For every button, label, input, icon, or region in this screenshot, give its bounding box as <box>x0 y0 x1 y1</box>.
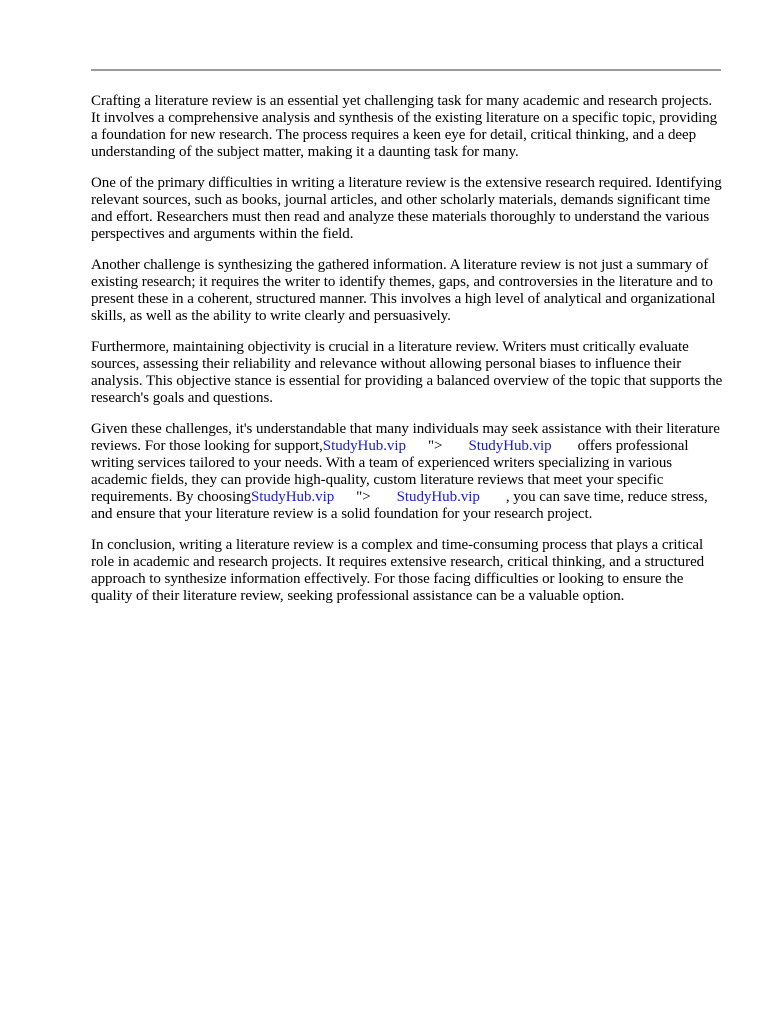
link-separator-1: "> <box>427 438 443 454</box>
paragraph-assistance <box>91 421 723 523</box>
paragraph-objectivity: Furthermore, maintaining objectivity is crucial in a literature review. Writers must critically evaluate sources, assessing their reliability and relevance without allowing personal biases to influence their analysis. This objective stance is essential for providing a balanced overview of the topic that supports the research's goals and questions. <box>91 339 723 406</box>
paragraph-synthesis: Another challenge is synthesizing the gathered information. A literature review is not just a summary of existing research; it requires the writer to identify themes, gaps, and controversies in the literature and to present these in a coherent, structured manner. This involves a high level of analytical and organizational skills, as well as the ability to write clearly and persuasively. <box>91 257 716 324</box>
paragraph-conclusion: In conclusion, writing a literature review is a complex and time-consuming process that plays a critical role in academic and research projects. It requires extensive research, critical thinking, and a structured approach to synthesize information effectively. For those facing difficulties or looking to ensure the quality of their literature review, seeking professional assistance can be a valuable option. <box>91 537 705 604</box>
studyhub-link-1[interactable]: StudyHub.vip <box>322 438 406 454</box>
link-separator-2: "> <box>356 489 371 505</box>
paragraph-research: One of the primary difficulties in writing a literature review is the extensive research required. Identifying relevant sources, such as books, journal articles, and other scholarly materials, demands significant time and effort. Researchers must then read and analyze these materials thoroughly to understand the various perspectives and arguments within the field. <box>91 175 722 242</box>
studyhub-link-3[interactable]: StudyHub.vip <box>250 489 335 505</box>
assistance-text-1: Given these challenges, it's understandable that many individuals may seek assistance with their literature reviews. For those looking for support, <box>91 421 720 454</box>
document-body <box>91 93 723 619</box>
studyhub-link-4[interactable]: StudyHub.vip <box>396 489 480 505</box>
assistance-text-3: , you can save time, reduce stress, and ensure that your literature review is a solid foundation for your research project. <box>91 489 708 522</box>
assistance-text-2: offers professional writing services tailored to your needs. With a team of experienced writers specializing in various academic fields, they can provide high-quality, custom literature reviews that meet your specific requirements. By choosing <box>91 438 689 505</box>
paragraph-intro: Crafting a literature review is an essential yet challenging task for many academic and research projects. It involves a comprehensive analysis and synthesis of the existing literature on a specific topic, providing a foundation for new research. The process requires a keen eye for detail, critical thinking, and a deep understanding of the subject matter, making it a daunting task for many. <box>91 93 718 160</box>
studyhub-link-2[interactable]: StudyHub.vip <box>468 438 552 454</box>
horizontal-rule <box>91 69 721 71</box>
